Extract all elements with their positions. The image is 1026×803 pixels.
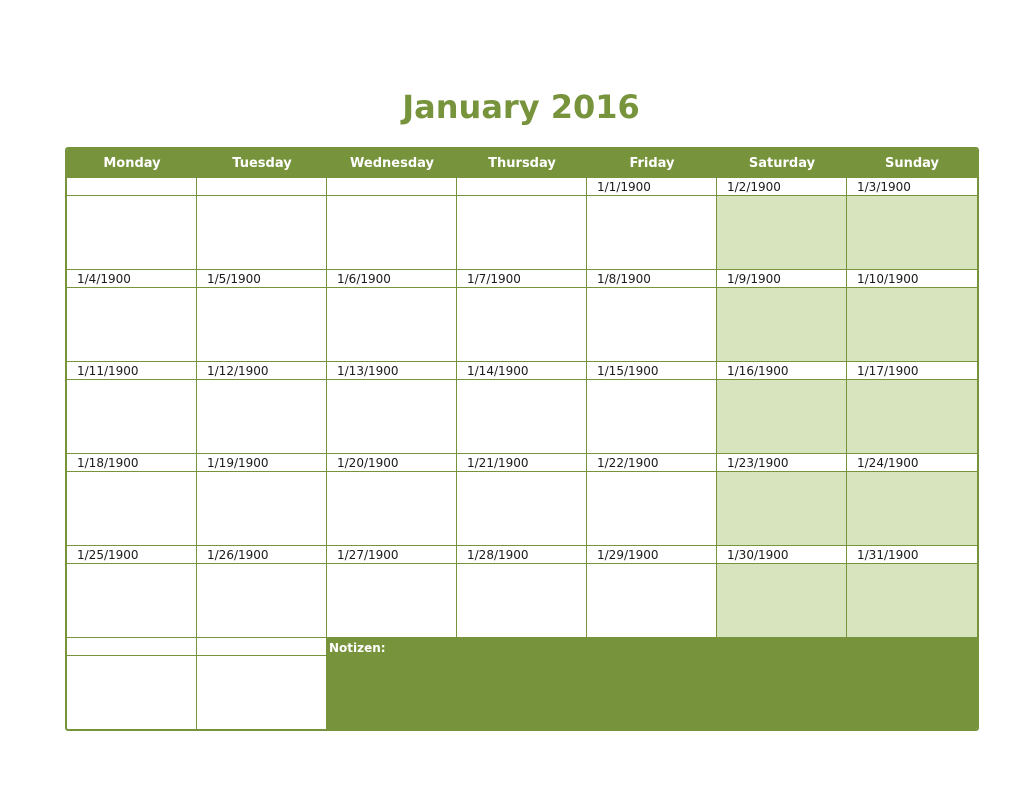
day-cell[interactable] <box>327 270 457 362</box>
day-date: 1/15/1900 <box>587 362 716 380</box>
day-body[interactable] <box>457 564 586 638</box>
day-cell[interactable] <box>717 270 847 362</box>
day-body[interactable] <box>717 288 846 362</box>
day-date: 1/8/1900 <box>587 270 716 288</box>
day-body[interactable] <box>327 472 456 546</box>
day-date: 1/4/1900 <box>67 270 196 288</box>
day-cell[interactable] <box>847 178 977 270</box>
day-date: 1/31/1900 <box>847 546 977 564</box>
calendar-grid <box>65 147 979 731</box>
day-cell[interactable] <box>197 270 327 362</box>
day-cell[interactable] <box>197 546 327 638</box>
day-cell[interactable] <box>197 178 327 270</box>
day-date: 1/3/1900 <box>847 178 977 196</box>
day-date: 1/18/1900 <box>67 454 196 472</box>
day-cell[interactable] <box>67 546 197 638</box>
notes-area[interactable] <box>327 638 977 731</box>
day-date: 1/26/1900 <box>197 546 326 564</box>
day-body[interactable] <box>327 564 456 638</box>
day-date: 1/19/1900 <box>197 454 326 472</box>
day-date: 1/30/1900 <box>717 546 846 564</box>
day-date: 1/10/1900 <box>847 270 977 288</box>
day-cell[interactable] <box>327 454 457 546</box>
day-body[interactable] <box>197 380 326 454</box>
day-date: 1/23/1900 <box>717 454 846 472</box>
day-body[interactable] <box>197 288 326 362</box>
day-cell[interactable] <box>327 178 457 270</box>
day-body[interactable] <box>67 472 196 546</box>
day-body[interactable] <box>847 380 977 454</box>
day-body[interactable] <box>717 472 846 546</box>
weekday-monday: Monday <box>103 156 161 171</box>
day-cell[interactable] <box>847 454 977 546</box>
day-date: 1/1/1900 <box>587 178 716 196</box>
day-cell[interactable] <box>457 546 587 638</box>
day-date <box>67 178 196 196</box>
weekday-sunday: Sunday <box>884 156 940 171</box>
weekday-header <box>67 149 977 178</box>
day-date: 1/29/1900 <box>587 546 716 564</box>
day-body[interactable] <box>67 196 196 270</box>
day-body[interactable] <box>67 564 196 638</box>
day-date: 1/6/1900 <box>327 270 456 288</box>
day-body[interactable] <box>587 472 716 546</box>
day-body[interactable] <box>847 288 977 362</box>
day-cell[interactable] <box>587 270 717 362</box>
day-date <box>327 178 456 196</box>
day-body[interactable] <box>457 288 586 362</box>
day-body[interactable] <box>847 472 977 546</box>
day-date: 1/22/1900 <box>587 454 716 472</box>
day-cell[interactable] <box>847 270 977 362</box>
day-cell[interactable] <box>457 362 587 454</box>
day-date: 1/13/1900 <box>327 362 456 380</box>
day-cell[interactable] <box>847 546 977 638</box>
day-cell[interactable] <box>197 454 327 546</box>
weekday-thursday: Thursday <box>488 156 556 171</box>
day-date: 1/14/1900 <box>457 362 586 380</box>
week-row <box>67 454 977 546</box>
day-date <box>197 178 326 196</box>
day-date <box>457 178 586 196</box>
day-body[interactable] <box>327 380 456 454</box>
day-cell[interactable] <box>327 546 457 638</box>
day-cell[interactable] <box>587 546 717 638</box>
extra-cell-2[interactable] <box>197 638 327 731</box>
weekday-tuesday: Tuesday <box>232 156 292 171</box>
day-body[interactable] <box>327 288 456 362</box>
day-cell[interactable] <box>67 178 197 270</box>
day-cell[interactable] <box>197 362 327 454</box>
day-date: 1/21/1900 <box>457 454 586 472</box>
day-body[interactable] <box>587 288 716 362</box>
day-cell[interactable] <box>67 362 197 454</box>
weekday-saturday: Saturday <box>748 156 816 171</box>
day-date: 1/20/1900 <box>327 454 456 472</box>
day-cell[interactable] <box>457 454 587 546</box>
day-body[interactable] <box>67 288 196 362</box>
day-body[interactable] <box>457 380 586 454</box>
day-date: 1/2/1900 <box>717 178 846 196</box>
day-date: 1/9/1900 <box>717 270 846 288</box>
day-cell[interactable] <box>587 362 717 454</box>
day-date: 1/25/1900 <box>67 546 196 564</box>
day-body[interactable] <box>717 196 846 270</box>
day-body[interactable] <box>457 472 586 546</box>
extra-date-1 <box>67 638 196 656</box>
day-date: 1/24/1900 <box>847 454 977 472</box>
day-cell[interactable] <box>457 178 587 270</box>
extra-cell-1[interactable] <box>67 638 197 731</box>
day-date: 1/16/1900 <box>717 362 846 380</box>
day-cell[interactable] <box>587 454 717 546</box>
day-body[interactable] <box>67 380 196 454</box>
day-cell[interactable] <box>67 270 197 362</box>
day-body[interactable] <box>197 472 326 546</box>
week-row <box>67 270 977 362</box>
day-cell[interactable] <box>717 178 847 270</box>
day-cell[interactable] <box>717 362 847 454</box>
calendar-title: January 2016 <box>402 88 640 126</box>
day-body[interactable] <box>847 196 977 270</box>
day-cell[interactable] <box>67 454 197 546</box>
week-row <box>67 362 977 454</box>
day-body[interactable] <box>847 564 977 638</box>
day-date: 1/5/1900 <box>197 270 326 288</box>
day-body[interactable] <box>587 196 716 270</box>
day-cell[interactable] <box>457 270 587 362</box>
day-cell[interactable] <box>717 454 847 546</box>
extra-body-1[interactable] <box>67 656 196 731</box>
weekday-wednesday: Wednesday <box>350 156 434 171</box>
day-date: 1/27/1900 <box>327 546 456 564</box>
week-row <box>67 178 977 270</box>
notes-label: Notizen: <box>329 641 386 655</box>
day-date: 1/17/1900 <box>847 362 977 380</box>
day-date: 1/12/1900 <box>197 362 326 380</box>
weekday-friday: Friday <box>629 156 675 171</box>
day-body[interactable] <box>197 196 326 270</box>
day-body[interactable] <box>457 196 586 270</box>
day-cell[interactable] <box>587 178 717 270</box>
day-cell[interactable] <box>847 362 977 454</box>
day-body[interactable] <box>327 196 456 270</box>
day-date: 1/7/1900 <box>457 270 586 288</box>
day-body[interactable] <box>587 564 716 638</box>
day-date: 1/11/1900 <box>67 362 196 380</box>
extra-date-2 <box>197 638 326 656</box>
day-date: 1/28/1900 <box>457 546 586 564</box>
day-body[interactable] <box>197 564 326 638</box>
extra-body-2[interactable] <box>197 656 326 731</box>
day-cell[interactable] <box>327 362 457 454</box>
day-body[interactable] <box>717 564 846 638</box>
week-row <box>67 546 977 638</box>
day-body[interactable] <box>717 380 846 454</box>
day-cell[interactable] <box>717 546 847 638</box>
day-body[interactable] <box>587 380 716 454</box>
